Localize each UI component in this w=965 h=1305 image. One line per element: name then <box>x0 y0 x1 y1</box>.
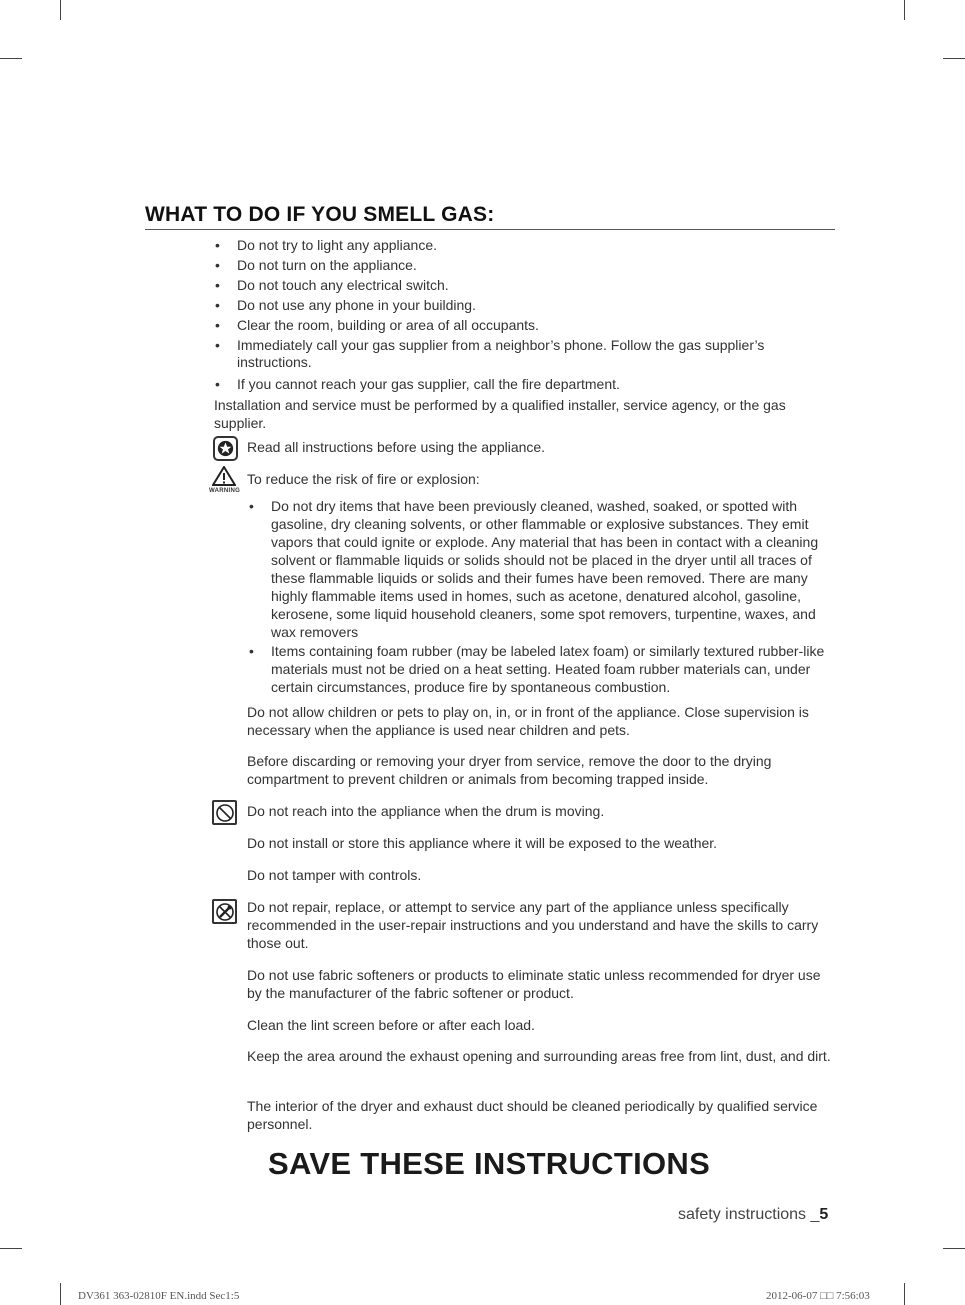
star-icon <box>213 436 238 461</box>
lint-screen-note: Clean the lint screen before or after each load. <box>247 1017 535 1033</box>
list-item: • Do not turn on the appliance. <box>215 257 417 273</box>
discard-note: Before discarding or removing your dryer from service, remove the door to the drying compartment to prevent children or animals from becoming trapped inside. <box>247 753 772 787</box>
list-item: • If you cannot reach your gas supplier, call the fire department. <box>215 376 620 392</box>
list-item: • Do not use any phone in your building. <box>215 297 476 313</box>
page-number: 5 <box>819 1206 829 1223</box>
installation-note: Installation and service must be performed by a qualified installer, service agency, or the gas supplier. <box>214 397 786 431</box>
no-tamper-note: Do not tamper with controls. <box>247 867 422 883</box>
read-all-note: Read all instructions before using the appliance. <box>247 439 546 455</box>
list-item: • Do not dry items that have been previously cleaned, washed, soaked, or spotted with gasoline, dry cleaning solvents, or other flammable or explosive substances. They emit vapors that could ignite or explode. Any material that has been in contact with a cleaning solvent or flammable liquids or solids should not be placed in the dryer until all traces of these flammable liquids or solids and their fumes have been removed. There are many highly flammable items used in homes, such as acetone, denatured alcohol, gasoline, kerosene, some liquid household cleaners, some spot removers, turpentine, waxes, and wax removers <box>249 498 819 640</box>
duct-cleaning-note: The interior of the dryer and exhaust duct should be cleaned periodically by qualified service personnel. <box>247 1098 818 1132</box>
crop-mark <box>0 58 22 59</box>
no-install-note: Do not install or store this appliance where it will be exposed to the weather. <box>247 835 718 851</box>
warning-label: WARNING <box>209 488 241 494</box>
prohibited-icon <box>212 800 237 825</box>
warning-icon <box>212 466 240 488</box>
no-reach-note: Do not reach into the appliance when the drum is moving. <box>247 803 605 819</box>
section-name: safety instructions _ <box>678 1206 820 1223</box>
crop-mark <box>904 0 905 20</box>
exhaust-note: Keep the area around the exhaust opening and surrounding areas free from lint, dust, and dirt. <box>247 1048 831 1064</box>
crop-mark <box>60 0 61 20</box>
list-item: • Immediately call your gas supplier from a neighbor’s phone. Follow the gas supplier’s instructions. <box>215 337 765 370</box>
crop-mark <box>0 1248 22 1249</box>
reduce-risk-text: To reduce the risk of fire or explosion: <box>247 471 480 487</box>
section-heading: WHAT TO DO IF YOU SMELL GAS: <box>145 203 835 230</box>
list-item: • Clear the room, building or area of all occupants. <box>215 317 539 333</box>
no-repair-icon <box>212 899 237 924</box>
save-instructions-title: SAVE THESE INSTRUCTIONS <box>268 1146 711 1181</box>
crop-mark <box>943 58 965 59</box>
file-slug: DV361 363-02810F EN.indd Sec1:5 <box>78 1290 240 1302</box>
crop-mark <box>904 1283 905 1305</box>
list-item: • Items containing foam rubber (may be labeled latex foam) or similarly textured rubber-like materials must not be dried on a heat setting. Heated foam rubber materials can, under certain circumstances, produce fire by spontaneous combustion. <box>249 643 825 695</box>
repair-note: Do not repair, replace, or attempt to service any part of the appliance unless specifically recommended in the user-repair instructions and you understand and have the skills to carry those out. <box>247 899 819 951</box>
list-item: • Do not touch any electrical switch. <box>215 277 449 293</box>
children-note: Do not allow children or pets to play on, in, or in front of the appliance. Close supervision is necessary when the appliance is used near children and pets. <box>247 704 809 738</box>
crop-mark <box>943 1248 965 1249</box>
page-footer <box>678 1206 828 1224</box>
fabric-softener-note: Do not use fabric softeners or products to eliminate static unless recommended for dryer use by the manufacturer of the fabric softener or product. <box>247 967 821 1001</box>
timestamp-slug: 2012-06-07 □□ 7:56:03 <box>766 1290 870 1302</box>
list-item: • Do not try to light any appliance. <box>215 237 438 253</box>
crop-mark <box>60 1283 61 1305</box>
